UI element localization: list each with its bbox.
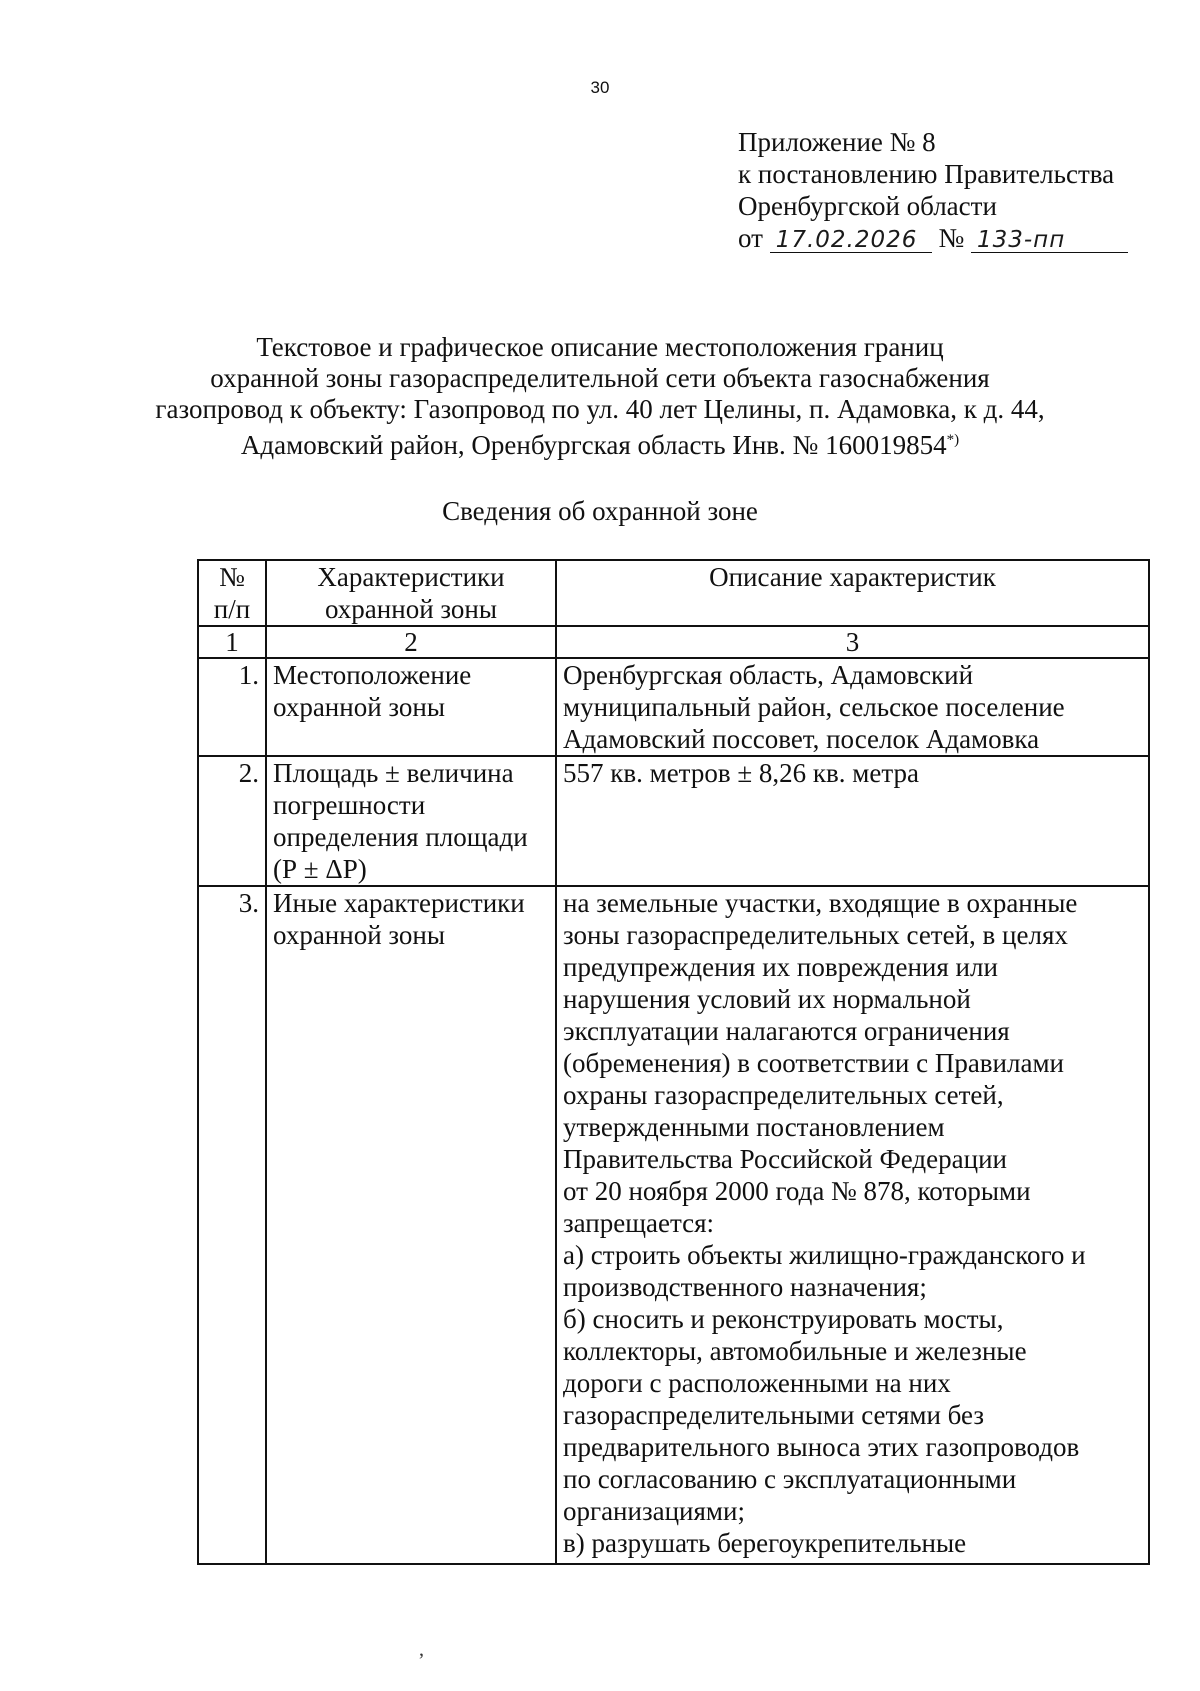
appendix-header <box>738 126 1128 254</box>
number-prefix: № <box>938 223 965 253</box>
description-line: на земельные участки, входящие в охранные <box>563 888 1078 918</box>
section-title: Сведения об охранной зоне <box>442 496 758 526</box>
header-characteristic-line-1: Характеристики <box>317 562 505 592</box>
table-row <box>198 756 1149 886</box>
description-line: по согласованию с эксплуатационными <box>563 1464 1017 1494</box>
document-title <box>100 332 1100 461</box>
description-line: зоны газораспределительных сетей, в целях <box>563 920 1068 950</box>
description-line: в) разрушать берегоукрепительные <box>563 1528 967 1558</box>
description-line: производственного назначения; <box>563 1272 927 1302</box>
row-number: 2. <box>198 756 266 886</box>
row-description <box>556 658 1149 756</box>
description-line: предварительного выноса этих газопроводов <box>563 1432 1080 1462</box>
column-number-1: 1 <box>198 626 266 658</box>
handwritten-number: 133-пп <box>971 228 1128 253</box>
date-prefix: от <box>738 223 763 253</box>
header-characteristic <box>266 560 556 626</box>
description-line: а) строить объекты жилищно-гражданского и <box>563 1240 1086 1270</box>
characteristic-line: определения площади <box>273 822 528 852</box>
appendix-date-line <box>738 222 1128 254</box>
description-line: (обременения) в соответствии с Правилами <box>563 1048 1064 1078</box>
table-row <box>198 658 1149 756</box>
characteristic-line: охранной зоны <box>273 920 446 950</box>
stray-mark: ʼ <box>418 1650 425 1672</box>
row-characteristic <box>266 658 556 756</box>
description-line: охраны газораспределительных сетей, <box>563 1080 1004 1110</box>
description-line: муниципальный район, сельское поселение <box>563 692 1065 722</box>
description-line: Оренбургская область, Адамовский <box>563 660 974 690</box>
characteristic-line: охранной зоны <box>273 692 446 722</box>
table-row <box>198 886 1149 1564</box>
handwritten-date: 17.02.2026 <box>770 228 932 253</box>
header-number <box>198 560 266 626</box>
table-header-row <box>198 560 1149 626</box>
header-number-line-2: п/п <box>213 594 251 624</box>
description-line: Адамовский поссовет, поселок Адамовка <box>563 724 1040 754</box>
description-line: организациями; <box>563 1496 745 1526</box>
title-line-4: Адамовский район, Оренбургская область Инв. № 160019854 <box>240 430 947 460</box>
description-line: газораспределительными сетями без <box>563 1400 985 1430</box>
appendix-line-3: Оренбургской области <box>738 191 997 221</box>
row-description <box>556 756 1149 886</box>
header-description: Описание характеристик <box>556 560 1149 626</box>
description-line: Правительства Российской Федерации <box>563 1144 1007 1174</box>
row-number: 3. <box>198 886 266 1564</box>
characteristic-line: погрешности <box>273 790 426 820</box>
row-number: 1. <box>198 658 266 756</box>
characteristic-line: (Р ± ΔР) <box>273 854 367 884</box>
description-line: дороги с расположенными на них <box>563 1368 951 1398</box>
title-line-4-wrap <box>100 425 1100 461</box>
title-line-2: охранной зоны газораспределительной сети объекта газоснабжения <box>210 363 990 393</box>
description-line: б) сносить и реконструировать мосты, <box>563 1304 1004 1334</box>
title-line-1: Текстовое и графическое описание местоположения границ <box>256 332 944 362</box>
column-number-3: 3 <box>556 626 1149 658</box>
description-line: запрещается: <box>563 1208 715 1238</box>
description-line: 557 кв. метров ± 8,26 кв. метра <box>563 758 919 788</box>
characteristic-line: Площадь ± величина <box>273 758 514 788</box>
description-line: эксплуатации налагаются ограничения <box>563 1016 1010 1046</box>
column-number-row <box>198 626 1149 658</box>
characteristic-line: Иные характеристики <box>273 888 525 918</box>
description-line: нарушения условий их нормальной <box>563 984 971 1014</box>
footnote-mark: *) <box>946 432 960 448</box>
column-number-2: 2 <box>266 626 556 658</box>
header-number-line-1: № <box>219 562 245 592</box>
row-characteristic <box>266 886 556 1564</box>
page-number: 30 <box>590 78 610 97</box>
header-characteristic-line-2: охранной зоны <box>324 594 497 624</box>
characteristic-line: Местоположение <box>273 660 472 690</box>
title-line-3: газопровод к объекту: Газопровод по ул. 40 лет Целины, п. Адамовка, к д. 44, <box>155 394 1045 424</box>
description-line: утвержденными постановлением <box>563 1112 945 1142</box>
description-line: коллекторы, автомобильные и железные <box>563 1336 1027 1366</box>
description-line: предупреждения их повреждения или <box>563 952 998 982</box>
appendix-line-2: к постановлению Правительства <box>738 159 1115 189</box>
row-characteristic <box>266 756 556 886</box>
description-line: от 20 ноября 2000 года № 878, которыми <box>563 1176 1031 1206</box>
appendix-line-1: Приложение № 8 <box>738 127 936 157</box>
protection-zone-table <box>197 559 1150 1565</box>
row-description <box>556 886 1149 1564</box>
